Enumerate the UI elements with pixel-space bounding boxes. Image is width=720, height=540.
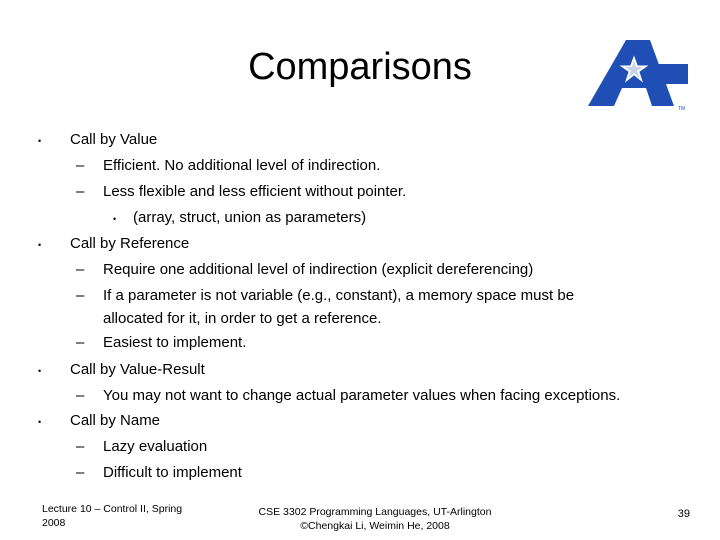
logo-tm-mark: TM bbox=[678, 106, 686, 112]
sub-bullet-1: • bbox=[113, 214, 117, 224]
footer-course-line1: CSE 3302 Programming Languages, UT-Arlington bbox=[258, 506, 492, 518]
dash-2: – bbox=[76, 183, 85, 200]
footer-lecture-info bbox=[42, 502, 212, 530]
footer-lecture-line1: Lecture 10 – Control II, Spring bbox=[42, 503, 183, 515]
item-call-by-value: Call by Value bbox=[70, 131, 158, 148]
item-call-by-name: Call by Name bbox=[70, 412, 161, 429]
dash-7: – bbox=[76, 438, 85, 455]
footer-course-line2: ©Chengkai Li, Weimin He, 2008 bbox=[300, 520, 450, 532]
dash-6: – bbox=[76, 387, 85, 404]
subitem-parameter-not-variable: If a parameter is not variable (e.g., constant), a memory space must be bbox=[103, 287, 575, 304]
slide-title: Comparisons bbox=[248, 46, 472, 88]
uta-logo-icon bbox=[586, 36, 690, 112]
item-call-by-reference: Call by Reference bbox=[70, 235, 190, 252]
dash-8: – bbox=[76, 464, 85, 481]
dash-5: – bbox=[76, 334, 85, 351]
dash-3: – bbox=[76, 261, 85, 278]
subitem-require-indirection: Require one additional level of indirection (explicit dereferencing) bbox=[103, 261, 534, 278]
dash-4: – bbox=[76, 287, 85, 304]
subitem-easiest: Easiest to implement. bbox=[103, 334, 247, 351]
subitem-efficient: Efficient. No additional level of indirection. bbox=[103, 157, 381, 174]
bullet-4: • bbox=[38, 417, 42, 427]
bullet-3: • bbox=[38, 366, 42, 376]
bullet-2: • bbox=[38, 240, 42, 250]
subitem-exceptions: You may not want to change actual parameter values when facing exceptions. bbox=[103, 387, 621, 404]
footer-course-info bbox=[250, 505, 500, 533]
bullet-1: • bbox=[38, 136, 42, 146]
subitem-less-flexible: Less flexible and less efficient without pointer. bbox=[103, 183, 407, 200]
subitem-parameter-not-variable-cont: allocated for it, in order to get a reference. bbox=[103, 310, 382, 327]
subitem-lazy-evaluation: Lazy evaluation bbox=[103, 438, 208, 455]
dash-1: – bbox=[76, 157, 85, 174]
subsubitem-array-struct: (array, struct, union as parameters) bbox=[133, 209, 367, 226]
page-number: 39 bbox=[677, 508, 690, 520]
subitem-difficult: Difficult to implement bbox=[103, 464, 242, 481]
footer-lecture-line2: 2008 bbox=[42, 517, 66, 529]
item-call-by-value-result: Call by Value-Result bbox=[70, 361, 205, 378]
